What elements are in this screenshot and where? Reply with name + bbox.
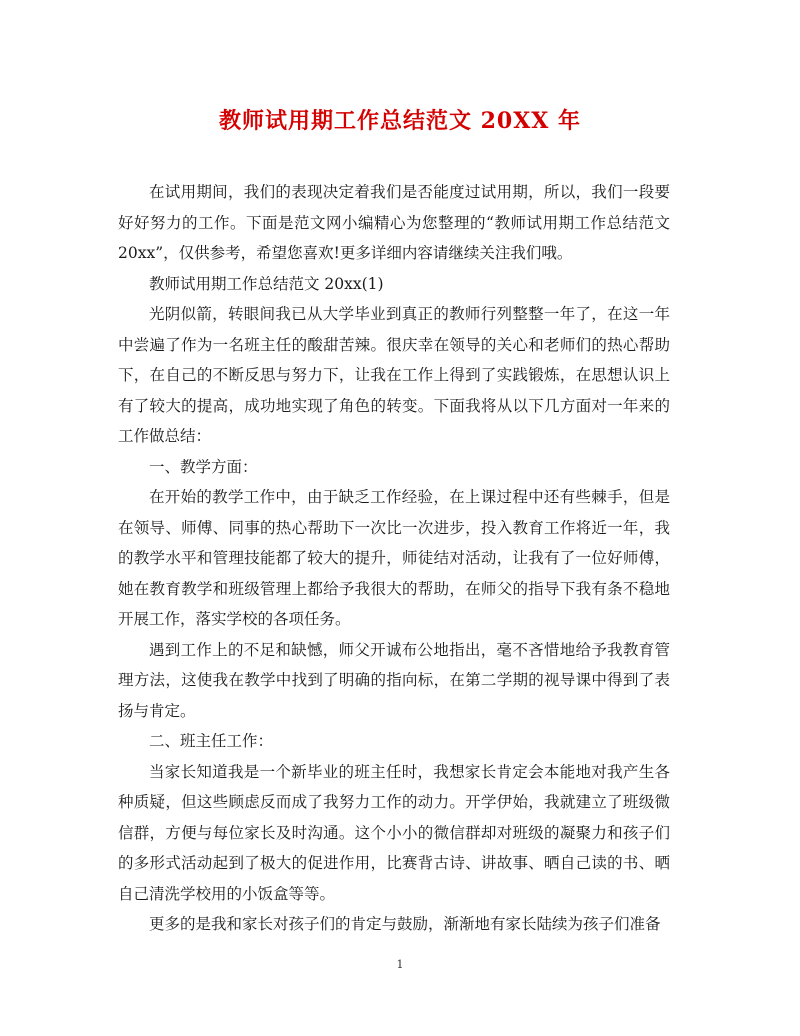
paragraph-parents: 当家长知道我是一个新毕业的班主任时，我想家长肯定会本能地对我产生各种质疑，但这些顾虑反而成了我努力工作的动力。开学伊始，我就建立了班级微信群，方便与每位家长及时沟通。这个小小的微信群却对班级的凝聚力和孩子们的多形式活动起到了极大的促进作用，比赛背古诗、讲故事、晒自己读的书、晒自己清洗学校用的小饭盒等等。 — [118, 762, 670, 903]
document-title: 教师试用期工作总结范文 20XX 年 — [218, 108, 582, 134]
paragraph-overview: 光阴似箭，转眼间我已从大学毕业到真正的教师行列整整一年了，在这一年中尝遍了作为一名班主任的酸甜苦辣。很庆幸在领导的关心和老师们的热心帮助下，在自己的不断反思与努力下，让我在工作上得到了实践锻炼，在思想认识上有了较大的提高，成功地实现了角色的转变。下面我将从以下几方面对一年来的工作做总结： — [118, 305, 670, 445]
section-heading-teaching: 一、教学方面： — [149, 457, 258, 476]
paragraph-subtitle: 教师试用期工作总结范文 20xx(1) — [149, 274, 384, 293]
paragraph-teaching: 在开始的教学工作中，由于缺乏工作经验，在上课过程中还有些棘手，但是在领导、师傅、同事的热心帮助下一次比一次进步，投入教育工作将近一年，我的教学水平和管理技能都了较大的提升，师徒结对活动，让我有了一位好师傅，她在教育教学和班级管理上都给予我很大的帮助，在师父的指导下我有条不稳地开展工作，落实学校的各项任务。 — [118, 488, 670, 628]
paragraph-intro: 在试用期间，我们的表现决定着我们是否能度过试用期，所以，我们一段要好好努力的工作。下面是范文网小编精心为您整理的“教师试用期工作总结范文 20xx”，仅供参考，希望您喜欢!更多详细内容请继续关注我们哦。 — [118, 183, 670, 262]
paragraph-encouragement: 更多的是我和家长对孩子们的肯定与鼓励，渐渐地有家长陆续为孩子们准备 — [149, 915, 661, 933]
page-number: 1 — [396, 958, 404, 971]
section-heading-class-teacher: 二、班主任工作： — [149, 732, 274, 750]
document-body — [118, 177, 670, 940]
paragraph-mentor: 遇到工作上的不足和缺憾，师父开诚布公地指出，毫不吝惜地给予我教育管理方法，这使我在教学中找到了明确的指向标，在第二学期的视导课中得到了表扬与肯定。 — [118, 640, 670, 720]
